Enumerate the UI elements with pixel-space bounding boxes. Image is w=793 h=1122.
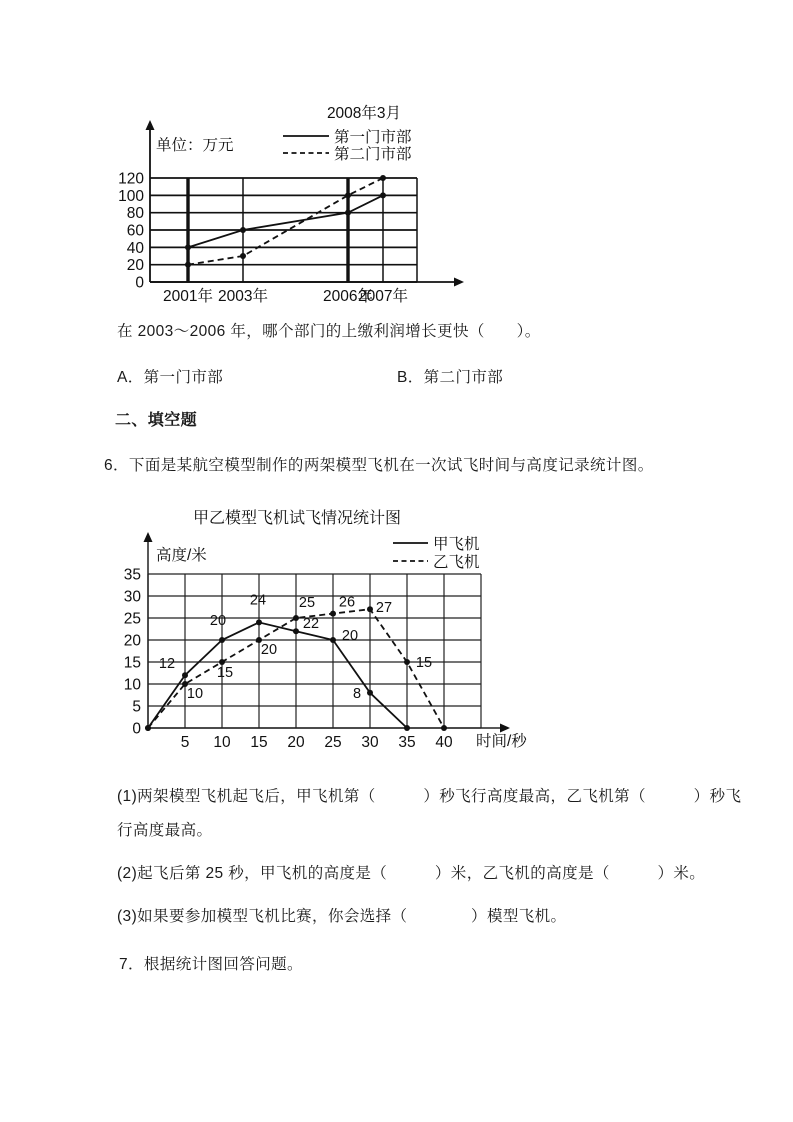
question7-intro: 7．根据统计图回答问题。 xyxy=(119,956,303,973)
svg-text:26: 26 xyxy=(338,594,356,611)
svg-text:30: 30 xyxy=(361,734,379,751)
svg-text:100: 100 xyxy=(118,187,144,205)
svg-text:2007年: 2007年 xyxy=(358,288,408,305)
svg-text:25: 25 xyxy=(298,595,316,611)
svg-text:12: 12 xyxy=(158,656,176,673)
question6-sub1-line2: 行高度最高。 xyxy=(117,822,213,839)
svg-text:15: 15 xyxy=(415,655,433,671)
svg-text:第二门市部: 第二门市部 xyxy=(334,146,412,163)
svg-text:35: 35 xyxy=(398,734,416,751)
svg-text:2001年: 2001年 xyxy=(163,288,213,305)
svg-text:乙飞机: 乙飞机 xyxy=(433,554,480,571)
svg-text:40: 40 xyxy=(435,734,453,751)
svg-text:0: 0 xyxy=(135,274,144,292)
svg-text:22: 22 xyxy=(302,616,320,633)
question6-sub3: (3)如果要参加模型飞机比赛，你会选择（ ）模型飞机。 xyxy=(117,908,567,925)
svg-text:20: 20 xyxy=(209,613,227,629)
svg-text:2008年3月: 2008年3月 xyxy=(326,105,402,122)
svg-text:单位：万元: 单位：万元 xyxy=(156,137,234,154)
svg-text:24: 24 xyxy=(249,592,267,609)
svg-text:25: 25 xyxy=(324,734,342,751)
question6-sub1-line1: (1)两架模型飞机起飞后，甲飞机第（ ）秒飞行高度最高，乙飞机第（ ）秒飞 xyxy=(117,788,742,805)
question6-intro: 6．下面是某航空模型制作的两架模型飞机在一次试飞时间与高度记录统计图。 xyxy=(104,457,654,474)
svg-text:20: 20 xyxy=(287,734,305,751)
svg-text:80: 80 xyxy=(126,205,144,223)
svg-text:2006年: 2006年 xyxy=(323,288,373,305)
svg-text:30: 30 xyxy=(123,588,141,606)
question5-option-a: A．第一门市部 xyxy=(117,369,224,386)
svg-text:8: 8 xyxy=(352,685,362,702)
svg-text:15: 15 xyxy=(216,665,234,681)
svg-text:20: 20 xyxy=(341,628,359,644)
svg-text:60: 60 xyxy=(126,222,144,240)
svg-text:甲飞机: 甲飞机 xyxy=(433,536,480,553)
svg-text:10: 10 xyxy=(186,686,204,702)
svg-text:甲乙模型飞机试飞情况统计图: 甲乙模型飞机试飞情况统计图 xyxy=(192,510,402,527)
svg-text:20: 20 xyxy=(126,257,144,275)
svg-text:120: 120 xyxy=(118,170,144,188)
question5-option-b: B．第二门市部 xyxy=(397,369,504,386)
svg-text:35: 35 xyxy=(123,566,141,584)
svg-text:15: 15 xyxy=(250,734,268,751)
svg-text:27: 27 xyxy=(375,600,393,617)
svg-text:15: 15 xyxy=(123,654,141,672)
question6-sub2: (2)起飞后第 25 秒，甲飞机的高度是（ ）米，乙飞机的高度是（ ）米。 xyxy=(117,865,706,882)
svg-text:5: 5 xyxy=(180,734,190,751)
svg-text:10: 10 xyxy=(123,676,141,694)
profit-line-chart xyxy=(100,98,500,313)
svg-text:20: 20 xyxy=(123,632,141,650)
flight-line-chart xyxy=(100,500,545,768)
svg-text:20: 20 xyxy=(260,642,278,658)
svg-text:高度/米: 高度/米 xyxy=(156,547,207,564)
question5-prompt: 在 2003～2006 年，哪个部门的上缴利润增长更快（ ）。 xyxy=(117,323,541,340)
svg-text:5: 5 xyxy=(132,698,141,716)
section-header: 二、填空题 xyxy=(115,412,198,429)
svg-text:0: 0 xyxy=(132,720,141,738)
svg-text:第一门市部: 第一门市部 xyxy=(334,129,412,146)
svg-text:25: 25 xyxy=(123,610,141,628)
svg-text:2003年: 2003年 xyxy=(218,288,268,305)
svg-text:40: 40 xyxy=(126,239,144,257)
svg-text:时间/秒: 时间/秒 xyxy=(476,733,527,750)
svg-text:10: 10 xyxy=(213,734,231,751)
